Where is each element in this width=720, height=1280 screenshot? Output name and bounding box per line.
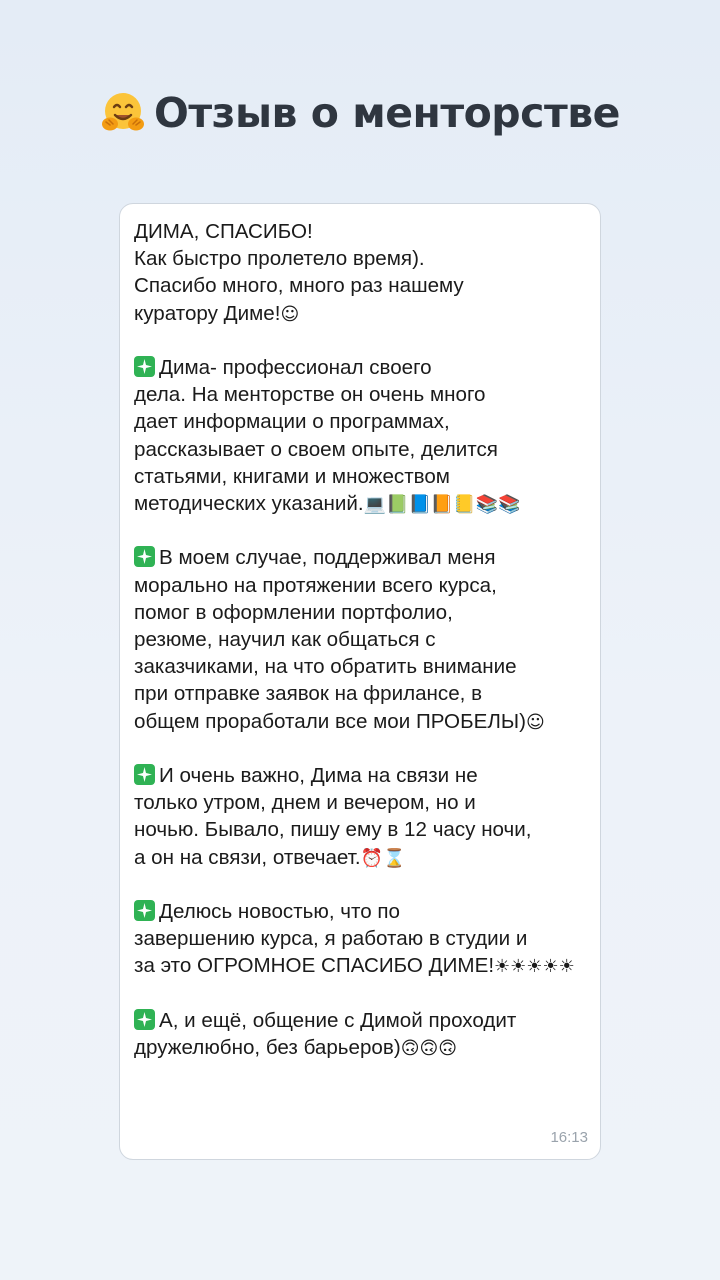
- message-line: [134, 653, 582, 680]
- message-line-text: Как быстро пролетело время).: [134, 247, 425, 271]
- message-line: [134, 245, 582, 272]
- message-line: [134, 544, 582, 571]
- message-text: [134, 218, 582, 1061]
- emoji-icon: 🙃🙃🙃: [400, 1038, 457, 1060]
- message-line: [134, 1007, 582, 1034]
- message-line-text: Делюсь новостью, что по: [159, 900, 400, 924]
- message-line-text: Спасибо много, много раз нашему: [134, 274, 464, 298]
- message-line-text: А, и ещё, общение с Димой проходит: [159, 1008, 517, 1032]
- sparkles-icon: [134, 900, 155, 921]
- message-line: [134, 381, 582, 408]
- message-line-text: ДИМА, СПАСИБО!: [134, 220, 313, 243]
- message-line-text: рассказывает о своем опыте, делится: [134, 437, 498, 461]
- message-line: [134, 599, 582, 626]
- message-line: [134, 925, 582, 952]
- message-line: [134, 626, 582, 653]
- message-line: [134, 762, 582, 789]
- message-line: [134, 952, 582, 979]
- message-line: [134, 572, 582, 599]
- message-line: [134, 463, 582, 490]
- message-line-text: И очень важно, Дима на связи не: [159, 764, 478, 788]
- message-line-text: резюме, научил как общаться с: [134, 628, 436, 652]
- message-line: [134, 272, 582, 299]
- message-line: [134, 408, 582, 435]
- sparkles-icon: [134, 1009, 155, 1030]
- sparkles-icon: [134, 764, 155, 785]
- message-line: [134, 680, 582, 707]
- emoji-icon: ☺: [525, 711, 545, 733]
- message-line-text: только утром, днем и вечером, но и: [134, 791, 476, 815]
- message-line-text: Дима- профессионал своего: [159, 356, 432, 379]
- message-line-text: дает информации о программах,: [134, 410, 450, 434]
- chat-message-bubble: [119, 203, 601, 1160]
- message-line-text: а он на связи, отвечает.: [134, 845, 361, 869]
- message-paragraph: [134, 544, 582, 734]
- header: [0, 78, 720, 148]
- message-line: [134, 844, 582, 871]
- message-paragraph: [134, 898, 582, 980]
- message-line: [134, 816, 582, 843]
- message-line: [134, 708, 582, 735]
- page-title: Отзыв о менторстве: [154, 89, 620, 137]
- sparkles-icon: [134, 546, 155, 567]
- message-time: 16:13: [550, 1128, 588, 1146]
- hugging-face-emoji-icon: [100, 90, 146, 136]
- message-line-text: ночью. Бывало, пишу ему в 12 часу ночи,: [134, 818, 532, 842]
- message-line-text: В моем случае, поддерживал меня: [159, 546, 496, 570]
- message-paragraph: [134, 762, 582, 871]
- message-line: [134, 218, 582, 245]
- message-line: [134, 490, 582, 517]
- message-line-text: куратору Диме!: [134, 301, 281, 325]
- message-paragraph: [134, 1007, 582, 1061]
- message-paragraph: [134, 354, 582, 517]
- message-line: [134, 354, 582, 381]
- message-line: [134, 898, 582, 925]
- message-line: [134, 436, 582, 463]
- message-line-text: за это ОГРОМНОЕ СПАСИБО ДИМЕ!: [134, 954, 495, 978]
- emoji-icon: ☀☀☀☀☀: [494, 956, 575, 978]
- message-line-text: помог в оформлении портфолио,: [134, 600, 453, 624]
- message-line: [134, 300, 582, 327]
- sparkles-icon: [134, 356, 155, 377]
- emoji-icon: ⏰⌛: [360, 847, 406, 869]
- message-line: [134, 789, 582, 816]
- message-line: [134, 1034, 582, 1061]
- message-line-text: общем проработали все мои ПРОБЕЛЫ): [134, 709, 526, 733]
- message-line-text: статьями, книгами и множеством: [134, 464, 450, 488]
- message-line-text: методических указаний.: [134, 492, 364, 516]
- message-line-text: дела. На менторстве он очень много: [134, 383, 486, 407]
- emoji-icon: 💻📗📘📙📒📚📚: [363, 494, 521, 516]
- message-line-text: завершению курса, я работаю в студии и: [134, 927, 528, 951]
- message-line-text: морально на протяжении всего курса,: [134, 573, 497, 597]
- message-line-text: при отправке заявок на фрилансе, в: [134, 682, 483, 706]
- emoji-icon: ☺: [280, 303, 300, 325]
- message-paragraph: [134, 218, 582, 327]
- message-line-text: дружелюбно, без барьеров): [134, 1036, 401, 1060]
- message-line-text: заказчиками, на что обратить внимание: [134, 655, 517, 679]
